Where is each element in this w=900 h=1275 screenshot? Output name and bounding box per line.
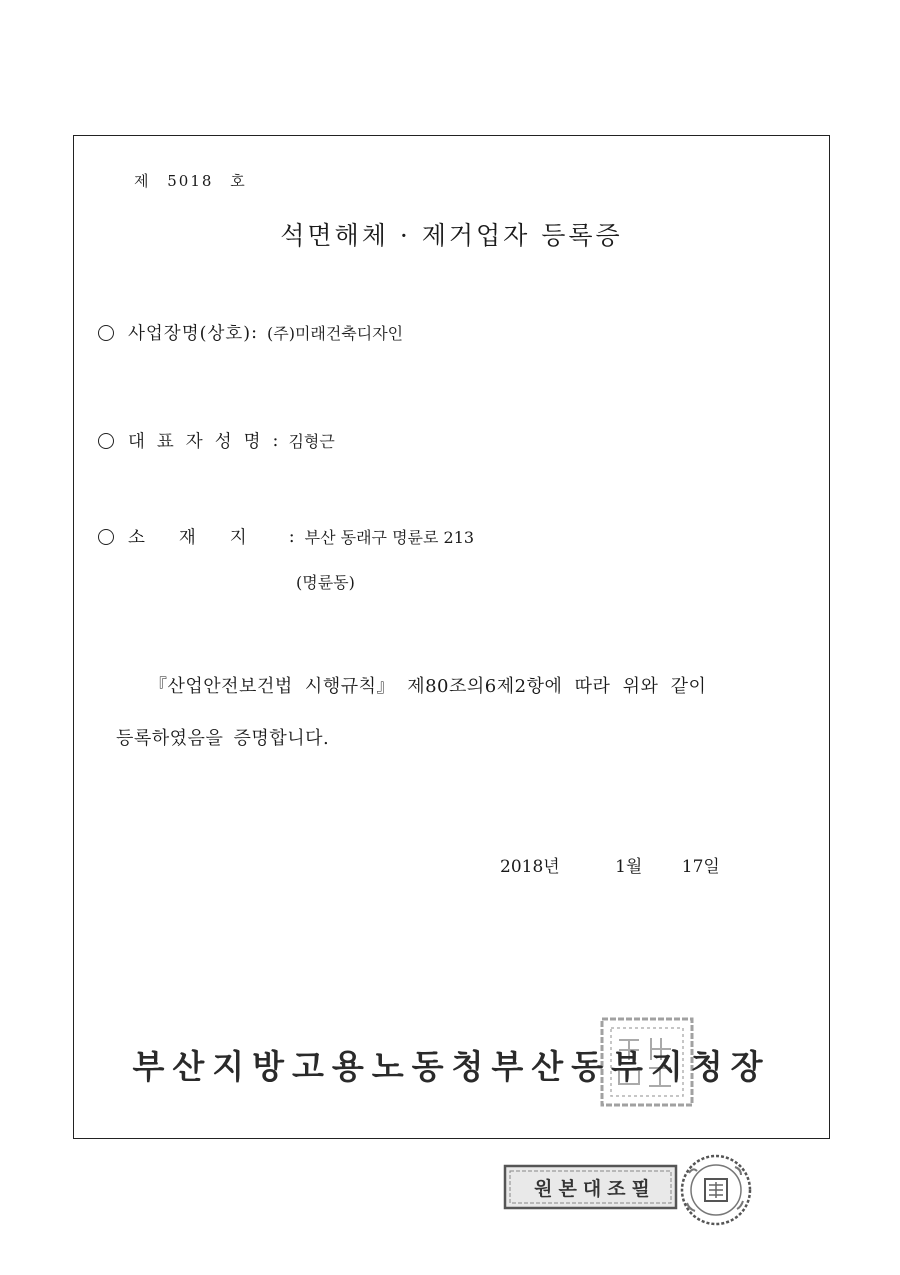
certificate-title: 석면해체 · 제거업자 등록증 [280,221,623,250]
field-separator: : [251,322,257,343]
certificate-frame [73,135,830,1139]
field-representative [98,428,335,453]
field-location [98,524,474,549]
issue-date [500,852,720,877]
round-seal-icon [679,1153,753,1227]
date-month: 1월 [615,857,643,877]
field-label: 사업장명(상호) [128,324,252,344]
issuing-authority: 부산지방고용노동청부산동부지청장 [132,1047,771,1086]
field-label: 대표자성명 [128,432,273,452]
date-day: 17일 [681,857,720,877]
certification-text-line-1: 『산업안전보건법 시행규칙』 제80조의6제2항에 따라 위와 같이 [149,676,707,697]
circle-bullet-icon [98,433,114,449]
date-year: 2018년 [500,857,560,877]
field-separator: : [272,430,279,451]
field-value: 김형근 [288,432,335,451]
field-value: (주)미래건축디자인 [267,324,404,343]
circle-bullet-icon [98,325,114,341]
field-value: 부산 동래구 명륜로 213 [304,528,475,547]
field-separator: : [288,526,295,547]
circle-bullet-icon [98,529,114,545]
field-label: 소재지 [128,528,281,548]
registration-number: 제 5018 호 [134,172,247,190]
address-line-2: (명륜동) [296,573,355,592]
copy-verified-stamp-text: 원본대조필 [534,1178,656,1200]
certification-text-line-2: 등록하였음을 증명합니다. [116,728,330,749]
field-business-name [98,320,403,345]
